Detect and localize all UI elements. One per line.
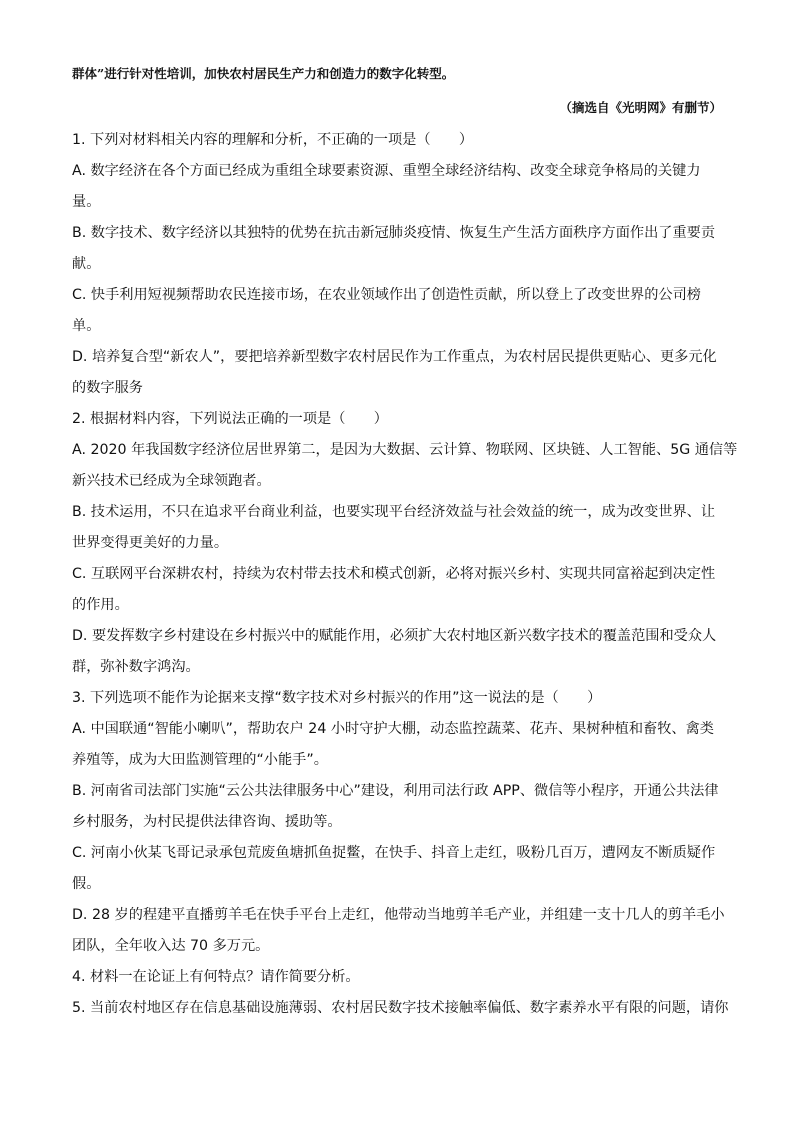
question-1-option-d-cont: 的数字服务	[72, 380, 143, 396]
question-2-option-b: B. 技术运用，不只在追求平台商业利益，也要实现平台经济效益与社会效益的统一，成为改变世界、让	[72, 504, 716, 520]
question-3-option-d-cont: 团队，全年收入达 70 多万元。	[72, 938, 270, 954]
question-3-option-c: C. 河南小伙某飞哥记录承包荒废鱼塘抓鱼捉鳖，在快手、抖音上走红，吸粉几百万，遭网友不断质疑作	[72, 845, 716, 861]
source-note: （摘选自《光明网》有删节）	[559, 100, 722, 115]
question-3-option-d: D. 28 岁的程建平直播剪羊毛在快手平台上走红，他带动当地剪羊毛产业，并组建一支十几人的剪羊毛小	[72, 907, 725, 923]
question-1-option-b: B. 数字技术、数字经济以其独特的优势在抗击新冠肺炎疫情、恢复生产生活方面秩序方面作出了重要贡	[72, 225, 716, 241]
question-1-option-a-cont: 量。	[72, 194, 101, 210]
question-2-option-c: C. 互联网平台深耕农村，持续为农村带去技术和模式创新，必将对振兴乡村、实现共同富裕起到决定性	[72, 566, 716, 582]
question-1-option-c: C. 快手利用短视频帮助农民连接市场，在农业领域作出了创造性贡献，所以登上了改变世界的公司榜	[72, 287, 701, 303]
question-2-stem: 2. 根据材料内容，下列说法正确的一项是（ ）	[72, 411, 388, 427]
question-1-option-a: A. 数字经济在各个方面已经成为重组全球要素资源、重塑全球经济结构、改变全球竞争格局的关键力	[72, 163, 701, 179]
question-1-stem: 1. 下列对材料相关内容的理解和分析，不正确的一项是（ ）	[72, 132, 474, 148]
question-1-option-b-cont: 献。	[72, 256, 101, 272]
question-2-option-a-cont: 新兴技术已经成为全球领跑者。	[72, 473, 271, 489]
question-1-option-d: D. 培养复合型“新农人”，要把培养新型数字农村居民作为工作重点，为农村居民提供更贴心、更多元化	[72, 349, 717, 365]
question-5-stem: 5. 当前农村地区存在信息基础设施薄弱、农村居民数字技术接触率偏低、数字素养水平有限的问题，请你	[72, 1000, 729, 1016]
question-2-option-c-cont: 的作用。	[72, 597, 129, 613]
question-3-stem: 3. 下列选项不能作为论据来支撑“数字技术对乡村振兴的作用”这一说法的是（ ）	[72, 690, 602, 706]
passage-tail: 群体”进行针对性培训，加快农村居民生产力和创造力的数字化转型。	[72, 66, 455, 81]
question-3-option-a-cont: 养殖等，成为大田监测管理的“小能手”。	[72, 752, 328, 768]
question-3-option-b: B. 河南省司法部门实施“云公共法律服务中心”建设，利用司法行政 APP、微信等小程序，开通公共法律	[72, 783, 719, 799]
question-2-option-b-cont: 世界变得更美好的力量。	[72, 535, 229, 551]
question-3-option-b-cont: 乡村服务，为村民提供法律咨询、援助等。	[72, 814, 342, 830]
question-2-option-d: D. 要发挥数字乡村建设在乡村振兴中的赋能作用，必须扩大农村地区新兴数字技术的覆盖范围和受众人	[72, 628, 717, 644]
question-3-option-c-cont: 假。	[72, 876, 101, 892]
question-2-option-d-cont: 群，弥补数字鸿沟。	[72, 659, 200, 675]
question-1-option-c-cont: 单。	[72, 318, 101, 334]
question-3-option-a: A. 中国联通“智能小喇叭”，帮助农户 24 小时守护大棚，动态监控蔬菜、花卉、果树种植和畜牧、禽类	[72, 721, 714, 737]
question-2-option-a: A. 2020 年我国数字经济位居世界第二，是因为大数据、云计算、物联网、区块链、人工智能、5G 通信等	[72, 442, 738, 458]
question-4-stem: 4. 材料一在论证上有何特点？请作简要分析。	[72, 969, 360, 985]
